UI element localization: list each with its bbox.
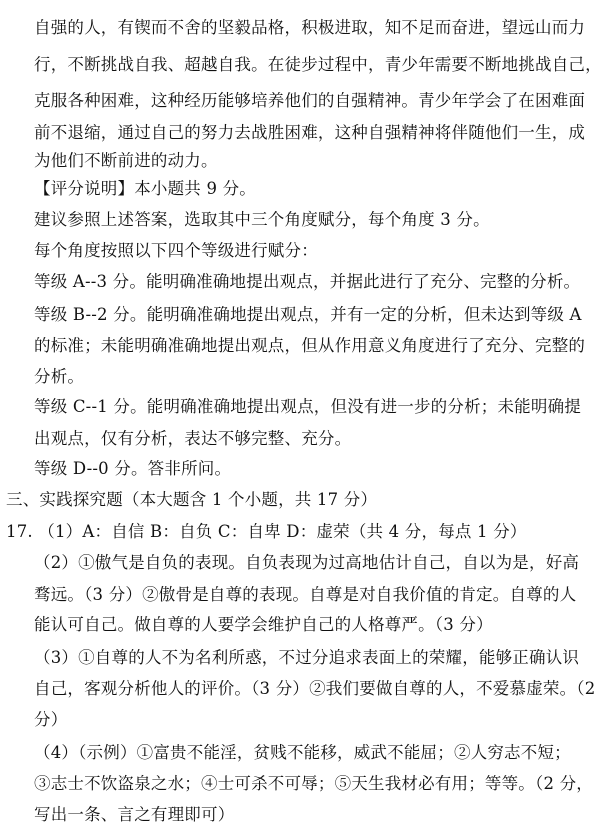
text-line: 分） xyxy=(34,710,68,729)
grade-c-line: 等级 C--1 分。能明确准确地提出观点，但没有进一步的分析；未能明确提 xyxy=(34,397,581,416)
grade-d-line: 等级 D--0 分。答非所问。 xyxy=(34,459,232,478)
text-line: 能认可自己。做自尊的人要学会维护自己的人格尊严。（3 分） xyxy=(34,615,493,634)
text-line: 写出一条、言之有理即可） xyxy=(34,805,235,824)
text-line: 为他们不断前进的动力。 xyxy=(34,151,218,170)
text-line: 骛远。（3 分）②傲骨是自尊的表现。自尊是对自我价值的肯定。自尊的人 xyxy=(34,585,577,604)
text-line: 克服各种困难，这种经历能够培养他们的自强精神。青少年学会了在困难面 xyxy=(34,91,586,110)
text-line: 的标准；未能明确准确地提出观点，但从作用意义角度进行了充分、完整的 xyxy=(34,336,586,355)
question-17-part-1: 17. （1）A：自信 B：自负 C：自卑 D：虚荣（共 4 分，每点 1 分） xyxy=(6,522,527,541)
text-line: 出观点，仅有分析，表达不够完整、充分。 xyxy=(34,429,352,448)
question-17-part-4: （4）（示例）①富贵不能淫，贫贱不能移，威武不能屈；②人穷志不短； xyxy=(34,743,571,762)
text-line: 行，不断挑战自我、超越自我。在徒步过程中，青少年需要不断地挑战自己， xyxy=(34,55,602,74)
grade-b-line: 等级 B--2 分。能明确准确地提出观点，并有一定的分析，但未达到等级 A xyxy=(34,305,582,324)
text-line: 自己，客观分析他人的评价。（3 分）②我们要做自尊的人，不爱慕虚荣。（2 xyxy=(34,679,596,698)
grade-a-line: 等级 A--3 分。能明确准确地提出观点，并据此进行了充分、完整的分析。 xyxy=(34,272,581,291)
text-line: 前不退缩，通过自己的努力去战胜困难，这种自强精神将伴随他们一生，成 xyxy=(34,123,586,142)
question-17-part-3: （3）①自尊的人不为名利所惑，不过分追求表面上的荣耀，能够正确认识 xyxy=(34,648,580,667)
text-line: ③志士不饮盗泉之水；④士可杀不可辱；⑤天生我材必有用；等等。（2 分， xyxy=(34,774,593,793)
text-line: 每个角度按照以下四个等级进行赋分： xyxy=(34,241,318,260)
text-line: 建议参照上述答案，选取其中三个角度赋分，每个角度 3 分。 xyxy=(34,210,490,229)
scoring-note-heading: 【评分说明】本小题共 9 分。 xyxy=(34,179,256,198)
section-heading: 三、实践探究题（本大题含 1 个小题，共 17 分） xyxy=(6,490,378,509)
text-line: 自强的人，有锲而不舍的坚毅品格，积极进取，知不足而奋进，望远山而力 xyxy=(34,18,586,37)
question-17-part-2: （2）①傲气是自负的表现。自负表现为过高地估计自己，自以为是，好高 xyxy=(34,553,580,572)
text-line: 分析。 xyxy=(34,367,85,386)
